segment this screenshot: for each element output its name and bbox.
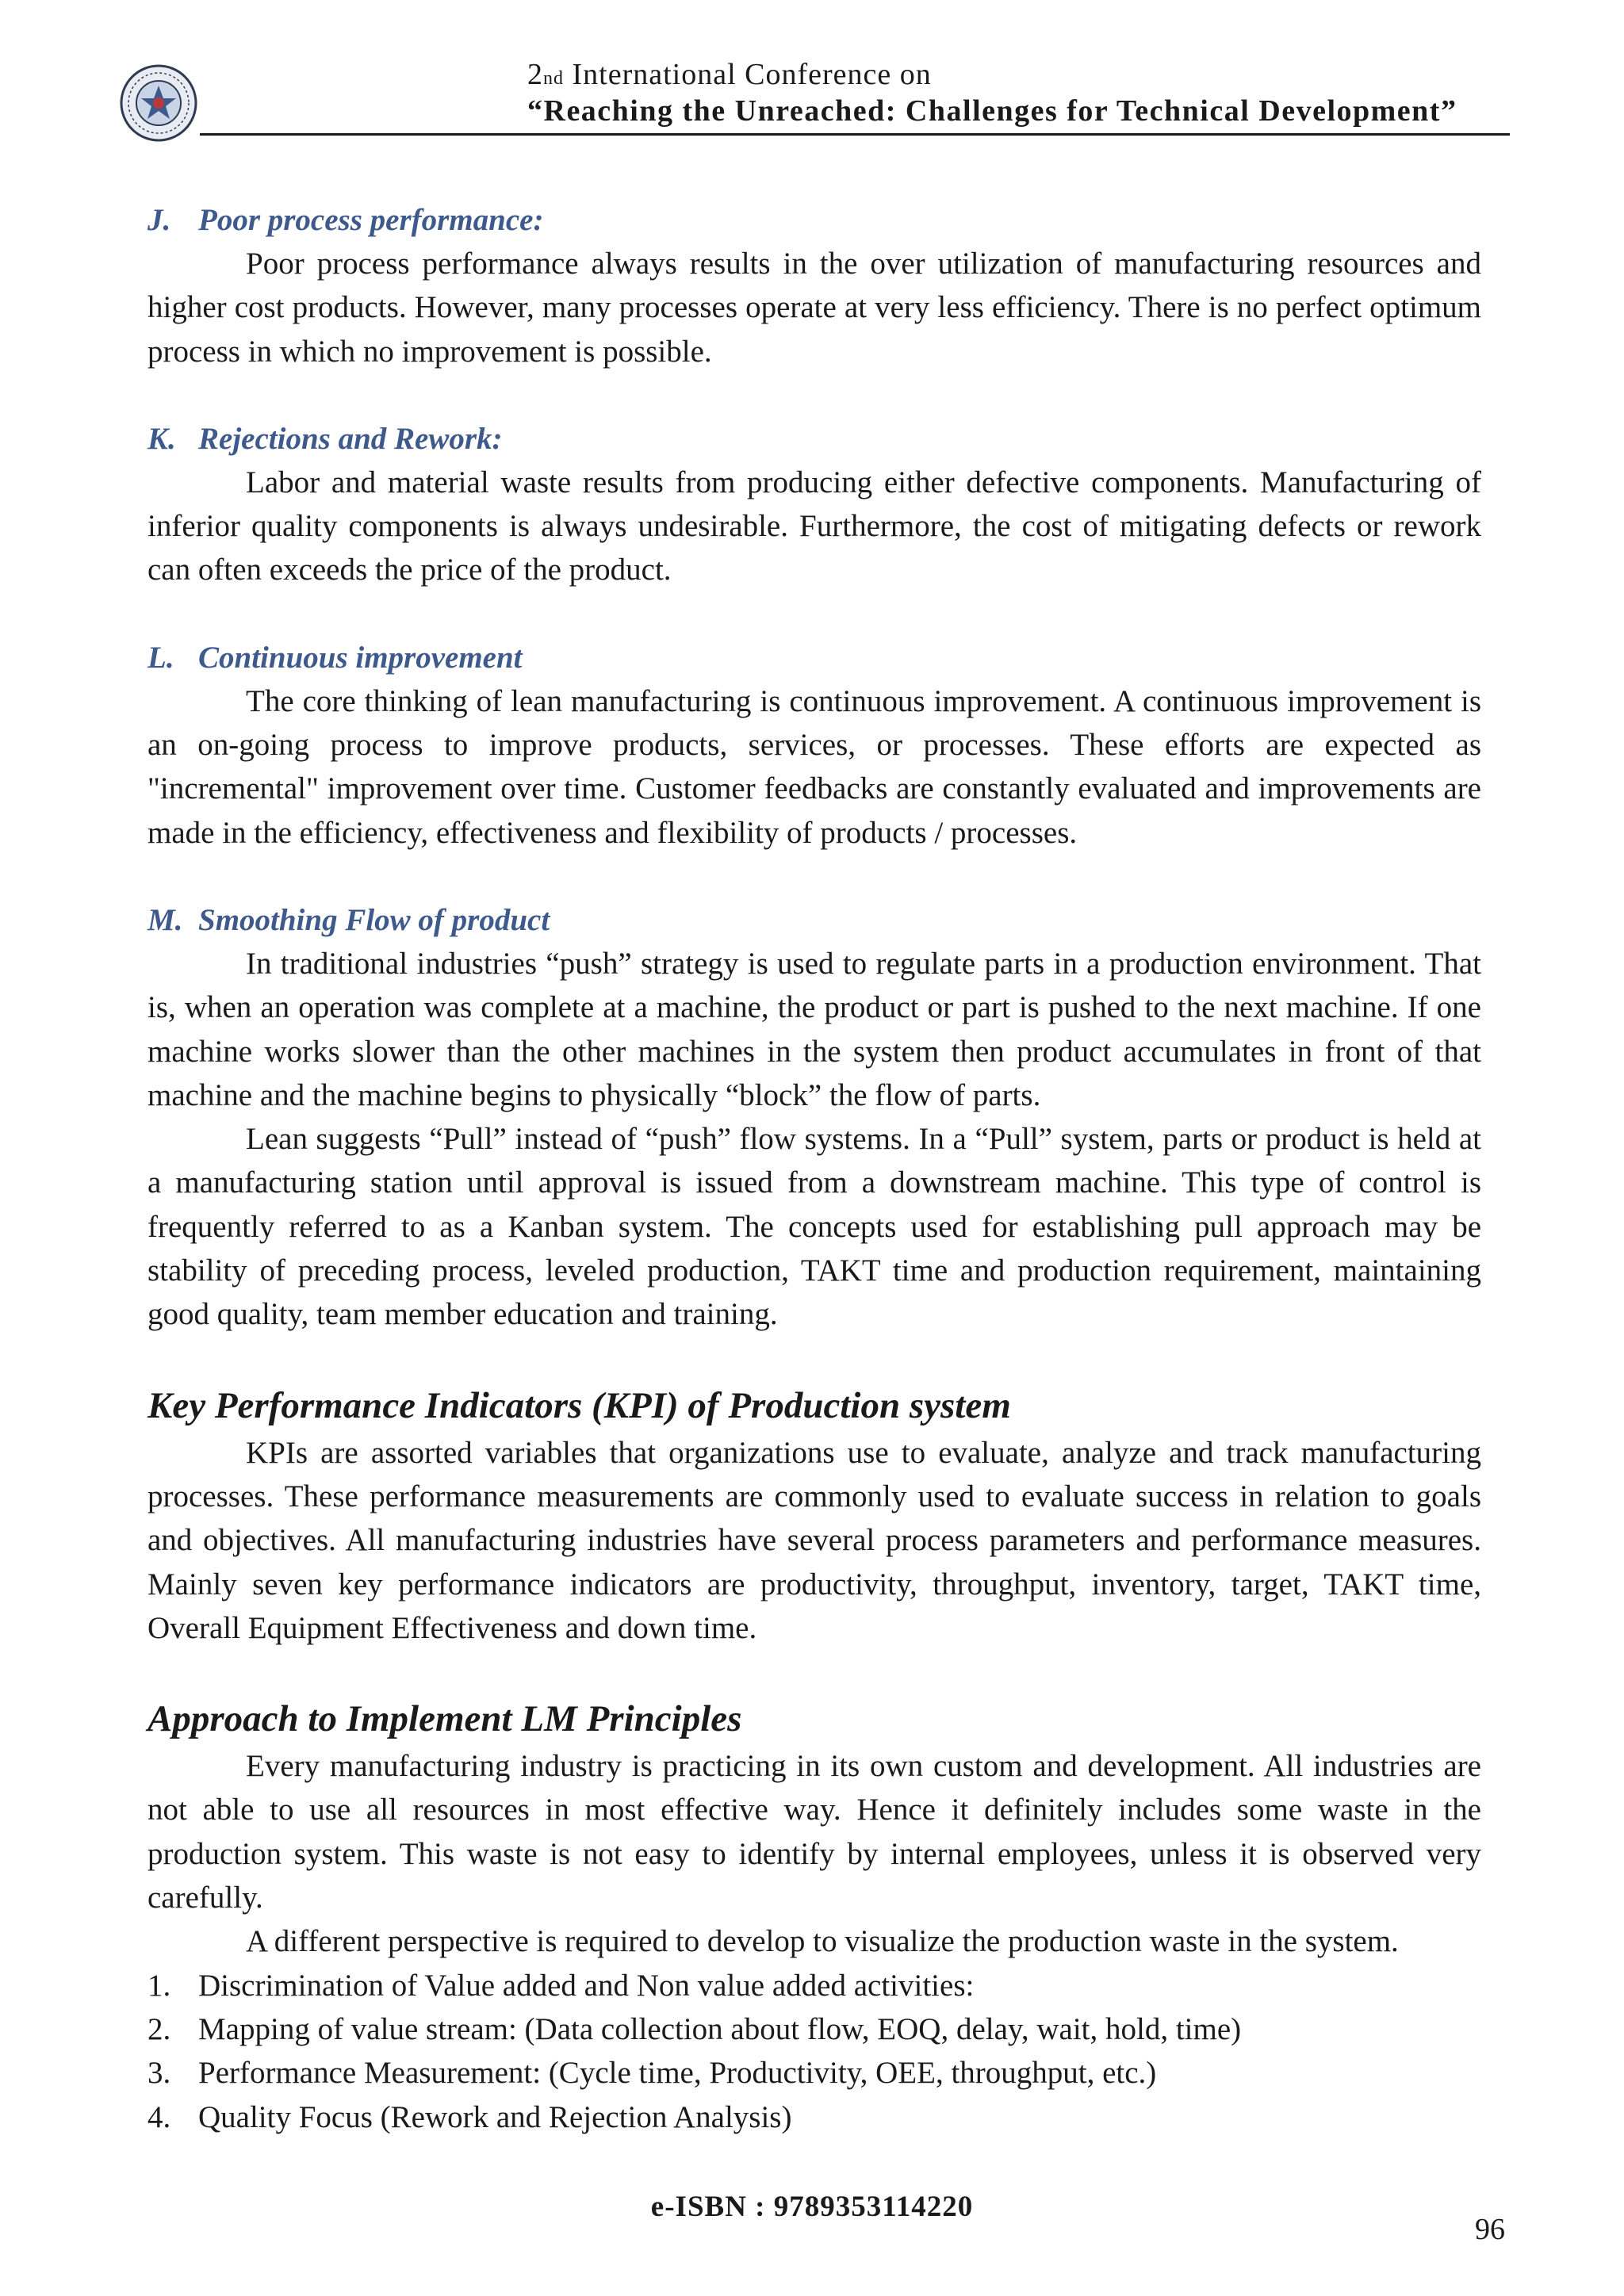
section-heading: Key Performance Indicators (KPI) of Production system — [147, 1384, 1011, 1426]
conference-title — [527, 57, 932, 92]
list-number: 2. — [147, 2011, 171, 2046]
section-title: Rejections and Rework: — [198, 421, 503, 456]
section-smoothing-flow — [147, 898, 1481, 1337]
section-index: K. — [147, 421, 176, 456]
section-title: Smoothing Flow of product — [198, 902, 550, 937]
section-heading — [147, 417, 1481, 461]
paragraph: In traditional industries “push” strategy is used to regulate parts in a production environment. That is, when an operation was complete at a machine, the product or part is pushed to the next machine. If one machine works slower than the other machines in the system then product accumulates in front of that machine and the machine begins to physically “block” the flow of parts. — [147, 946, 1481, 1112]
list-text: Performance Measurement: (Cycle time, Productivity, OEE, throughput, etc.) — [198, 2056, 1157, 2091]
section-index: L. — [147, 640, 174, 675]
list-item — [147, 2051, 1481, 2095]
section-approach — [147, 1693, 1481, 2139]
paragraph: Poor process performance always results in the over utilization of manufacturing resources and higher cost products. However, many processes operate at very less efficiency. There is no perfect optimum process in which no improvement is possible. — [147, 247, 1481, 369]
paragraph: Lean suggests “Pull” instead of “push” flow systems. In a “Pull” system, parts or product is held at a manufacturing station until approval is issued from a downstream machine. This type of control is frequently referred to as a Kanban system. The concepts used for establishing pull approach may be stability of preceding process, leveled production, TAKT time and production requirement, maintaining good quality, team member education and training. — [147, 1122, 1481, 1332]
paragraph: Labor and material waste results from producing either defective components. Manufacturing of inferior quality components is always undesirable. Furthermore, the cost of mitigating defects or rework can often exceeds the price of the product. — [147, 465, 1481, 587]
paragraph: The core thinking of lean manufacturing is continuous improvement. A continuous improvement is an on-going process to improve products, services, or processes. These efforts are expected as "incremental" improvement over time. Customer feedbacks are constantly evaluated and improvements are made in the efficiency, effectiveness and flexibility of products / processes. — [147, 683, 1481, 850]
section-heading — [147, 898, 1481, 942]
list-number: 3. — [147, 2056, 171, 2091]
conference-ordinal: 2 — [527, 58, 543, 91]
section-index: J. — [147, 203, 171, 237]
approach-list — [147, 1964, 1481, 2139]
page-header — [119, 57, 1515, 140]
conference-theme: “Reaching the Unreached: Challenges for Technical Development” — [527, 94, 1457, 128]
paragraph: A different perspective is required to develop to visualize the production waste in the system. — [246, 1924, 1399, 1959]
header-divider — [200, 133, 1510, 136]
conference-name: International Conference on — [572, 58, 932, 91]
list-item — [147, 2007, 1481, 2051]
section-rejections-and-rework — [147, 417, 1481, 592]
section-poor-process-performance — [147, 198, 1481, 373]
conference-ordinal-suffix: nd — [543, 68, 564, 89]
list-item — [147, 1964, 1481, 2007]
list-text: Quality Focus (Rework and Rejection Analysis) — [198, 2099, 792, 2134]
list-number: 4. — [147, 2099, 171, 2134]
section-continuous-improvement — [147, 636, 1481, 855]
conference-seal-icon — [119, 63, 198, 143]
section-heading — [147, 636, 1481, 679]
section-heading: Approach to Implement LM Principles — [147, 1698, 742, 1740]
section-title: Continuous improvement — [198, 640, 523, 675]
section-heading — [147, 198, 1481, 242]
isbn-footer: e-ISBN : 9789353114220 — [650, 2191, 974, 2223]
section-index: M. — [147, 902, 183, 937]
section-kpi — [147, 1380, 1481, 1650]
paragraph: KPIs are assorted variables that organizations use to evaluate, analyze and track manufacturing processes. These performance measurements are commonly used to evaluate success in relation to goals and objectives. All manufacturing industries have several process parameters and performance measures. Mainly seven key performance indicators are productivity, throughput, inventory, target, TAKT time, Overall Equipment Effectiveness and down time. — [147, 1435, 1481, 1645]
list-text: Discrimination of Value added and Non value added activities: — [198, 1968, 975, 2003]
list-item — [147, 2095, 1481, 2139]
page-body — [147, 198, 1481, 2139]
page-number: 96 — [1475, 2213, 1505, 2246]
section-title: Poor process performance: — [198, 203, 544, 237]
paragraph: Every manufacturing industry is practicing in its own custom and development. All industries are not able to use all resources in most effective way. Hence it definitely includes some waste in the production system. This waste is not easy to identify by internal employees, unless it is observed very carefully. — [147, 1749, 1481, 1915]
list-number: 1. — [147, 1968, 171, 2003]
list-text: Mapping of value stream: (Data collection about flow, EOQ, delay, wait, hold, time) — [198, 2011, 1242, 2046]
